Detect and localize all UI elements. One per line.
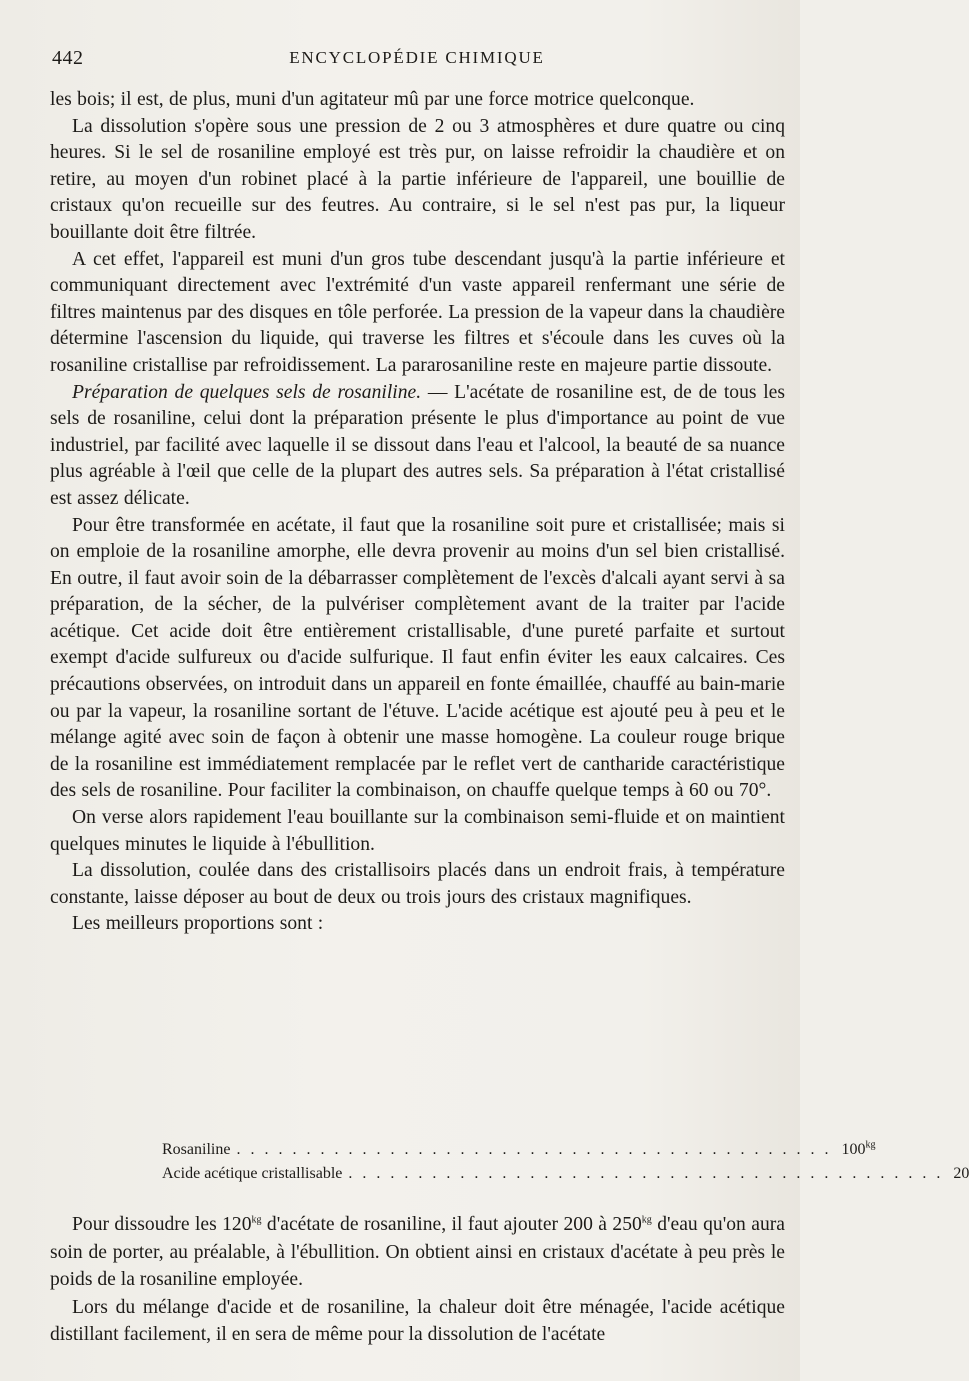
page-header [52,47,782,77]
body-text [50,87,785,938]
paragraph-2: La dissolution s'opère sous une pression de 2 ou 3 atmosphères et dure quatre ou cinq heures. Si le sel de rosaniline employé est très pur, on laisse refroidir la chaudière et on retire, au moyen d'un robinet placé à la partie inférieure de l'appareil, une bouillie de cristaux qu'on recueille sur des feutres. Au contraire, si le sel n'est pas pur, la liqueur bouillante doit être filtrée. [50,115,785,243]
running-title: ENCYCLOPÉDIE CHIMIQUE [289,48,545,67]
body-text-continued [50,1211,785,1349]
paragraph-8: Les meilleurs proportions sont : [72,913,324,935]
paragraph-10: Lors du mélange d'acide et de rosaniline, la chaleur doit être ménagée, l'acide acétique distillant facilement, il en sera de même pour la dissolution de l'acétate [50,1296,785,1345]
table-row [162,1165,969,1189]
table-row-value: $100^{kg}$ [841,1139,876,1158]
leader-dots: . . . . . . . . . . . . . . . . . . . . . . . . . . . . . . . . . . . . . . . . . . . [348,1165,944,1182]
table-row-label: Acide acétique cristallisable [162,1165,343,1182]
paragraph-3: A cet effet, l'appareil est muni d'un gros tube descendant jusqu'à la partie inférieure et communiquant directement avec l'extrémité d'un vaste appareil renfermant une série de filtres maintenus par des disques en tôle perforée. La pression de la vapeur dans la chaudière détermine l'ascension du liquide, qui traverse les filtres et s'écoule dans les cuves où la rosaniline cristallise par refroidissement. La pararosaniline reste en majeure partie dissoute. [50,248,785,376]
paragraph-9: Pour dissoudre les $120^{kg}$ d'acétate de rosaniline, il faut ajouter 200 à $250^{kg}$ d'eau qu'on aura soin de porter, au préalable, à l'ébullition. On obtient ainsi en cristaux d'acétate à peu près le poids de la rosaniline employée. [50,1214,785,1290]
table-row [162,1139,876,1165]
leader-dots: . . . . . . . . . . . . . . . . . . . . . . . . . . . . . . . . . . . . . . . . . . . [236,1141,832,1158]
paragraph-1: les bois; il est, de plus, muni d'un agitateur mû par une force motrice quelconque. [50,89,695,110]
paragraph-7: La dissolution, coulée dans des cristallisoirs placés dans un endroit frais, à température constante, laisse déposer au bout de deux ou trois jours des cristaux magnifiques. [50,860,785,908]
table-row-value: 20 [953,1165,969,1182]
section-heading: Préparation de quelques sels de rosaniline. [72,381,422,403]
page-number: 442 [52,47,84,69]
table-row-label: Rosaniline [162,1141,231,1158]
proportions-table [162,1139,969,1189]
paragraph-5: Pour être transformée en acétate, il faut que la rosaniline soit pure et cristallisée; mais si on emploie de la rosaniline amorphe, elle devra provenir au moins d'un sel bien cristallisé. En outre, il faut avoir soin de la débarrasser complètement de l'excès d'alcali ayant servi à sa préparation, de la sécher, de la pulvériser complètement avant de la traiter par l'acide acétique. Cet acide doit être entièrement cristallisable, d'une pureté parfaite et surtout exempt d'acide sulfureux ou d'acide sulfurique. Il faut enfin éviter les eaux calcaires. Ces précautions observées, on introduit dans un appareil en fonte émaillée, chauffé au bain-marie ou par la vapeur, la rosaniline sortant de l'étuve. L'acide acétique est ajouté peu à peu et le mélange agité avec soin de façon à obtenir une masse homogène. La couleur rouge brique de la rosaniline est immédiatement remplacée par le reflet vert de cantharide caractéristique des sels de rosaniline. Pour faciliter la combinaison, on chauffe quelque temps à 60 ou 70°. [50,514,785,802]
paragraph-4-text: — L'acétate de rosaniline est, de de tous les sels de rosaniline, celui dont la préparation présente le plus d'importance au point de vue industriel, par facilité avec laquelle il se dissout dans l'eau et l'alcool, la beauté de sa nuance plus agréable à l'œil que celle de la plupart des autres sels. Sa préparation à l'état cristallisé est assez délicate. [50,381,785,509]
paragraph-6: On verse alors rapidement l'eau bouillante sur la combinaison semi-fluide et on maintient quelques minutes le liquide à l'ébullition. [50,807,785,855]
paragraph-4 [50,380,785,513]
